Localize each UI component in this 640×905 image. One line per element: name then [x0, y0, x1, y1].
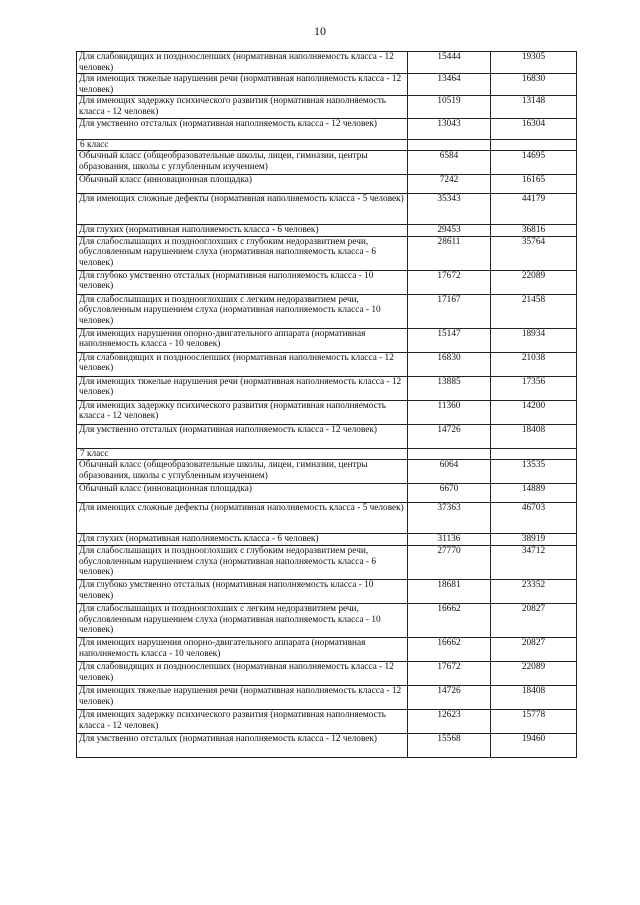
row-label: Для слабослышащих и позднооглохших с легким недоразвитием речи, обусловленным нарушением слуха (нормативная наполняемость класса - 10 человек): [77, 294, 408, 328]
value-cell-2: 18934: [491, 328, 577, 352]
value-cell-2: 22089: [491, 661, 577, 685]
value-cell-2: 20827: [491, 637, 577, 661]
section-row: [77, 139, 577, 151]
value-cell-1: 17672: [408, 661, 491, 685]
value-cell-2: 44179: [491, 194, 577, 225]
cost-table: [76, 51, 577, 758]
value-cell-1: 29453: [408, 225, 491, 237]
value-cell-2: [491, 139, 577, 151]
row-label: 6 класс: [77, 139, 408, 151]
value-cell-1: 28611: [408, 236, 491, 270]
table-row: [77, 175, 577, 194]
value-cell-1: 17167: [408, 294, 491, 328]
value-cell-2: 23352: [491, 579, 577, 603]
row-label: Для слабовидящих и поздноослепших (нормативная наполняемость класса - 12 человек): [77, 52, 408, 74]
table-row: [77, 194, 577, 225]
value-cell-2: 14200: [491, 400, 577, 424]
value-cell-2: 16304: [491, 118, 577, 139]
value-cell-2: 13535: [491, 460, 577, 484]
row-label: Для слабовидящих и поздноослепших (нормативная наполняемость класса - 12 человек): [77, 352, 408, 376]
row-label: Для умственно отсталых (нормативная наполняемость класса - 12 человек): [77, 733, 408, 757]
page-number: 10: [314, 24, 326, 38]
row-label: Для имеющих тяжелые нарушения речи (нормативная наполняемость класса - 12 человек): [77, 74, 408, 96]
table-row: [77, 352, 577, 376]
table-row: [77, 328, 577, 352]
value-cell-1: 15147: [408, 328, 491, 352]
row-label: Для слабослышащих и позднооглохших с глубоким недоразвитием речи, обусловленным нарушением слуха (нормативная наполняемость класса - 6 человек): [77, 236, 408, 270]
table-row: [77, 460, 577, 484]
row-label: Обычный класс (общеобразовательные школы, лицеи, гимназии, центры образования, школы с углубленным изучением): [77, 460, 408, 484]
value-cell-1: 16662: [408, 637, 491, 661]
value-cell-1: [408, 139, 491, 151]
table-row: [77, 376, 577, 400]
row-label: Для умственно отсталых (нормативная наполняемость класса - 12 человек): [77, 424, 408, 448]
table-row: [77, 685, 577, 709]
row-label: Для глубоко умственно отсталых (нормативная наполняемость класса - 10 человек): [77, 270, 408, 294]
row-label: Для имеющих нарушения опорно-двигательного аппарата (нормативная наполняемость класса - 10 человек): [77, 637, 408, 661]
value-cell-1: 13043: [408, 118, 491, 139]
row-label: Для глухих (нормативная наполняемость класса - 6 человек): [77, 534, 408, 546]
table-row: [77, 151, 577, 175]
value-cell-2: 34712: [491, 545, 577, 579]
value-cell-1: 17672: [408, 270, 491, 294]
table-row: [77, 118, 577, 139]
value-cell-1: 13464: [408, 74, 491, 96]
value-cell-1: 14726: [408, 685, 491, 709]
row-label: Для имеющих сложные дефекты (нормативная наполняемость класса - 5 человек): [77, 194, 408, 225]
table-row: [77, 733, 577, 757]
value-cell-1: 6670: [408, 484, 491, 503]
value-cell-2: 46703: [491, 503, 577, 534]
value-cell-1: [408, 448, 491, 460]
row-label: Для умственно отсталых (нормативная наполняемость класса - 12 человек): [77, 118, 408, 139]
value-cell-2: 18408: [491, 424, 577, 448]
value-cell-2: 21038: [491, 352, 577, 376]
value-cell-1: 15568: [408, 733, 491, 757]
value-cell-1: 10519: [408, 96, 491, 118]
value-cell-1: 13885: [408, 376, 491, 400]
table-row: [77, 709, 577, 733]
value-cell-1: 15444: [408, 52, 491, 74]
value-cell-2: 18408: [491, 685, 577, 709]
value-cell-2: 19305: [491, 52, 577, 74]
table-row: [77, 603, 577, 637]
value-cell-2: 21458: [491, 294, 577, 328]
value-cell-1: 16662: [408, 603, 491, 637]
value-cell-1: 31136: [408, 534, 491, 546]
row-label: Для имеющих нарушения опорно-двигательного аппарата (нормативная наполняемость класса - 10 человек): [77, 328, 408, 352]
table-row: [77, 294, 577, 328]
value-cell-2: 20827: [491, 603, 577, 637]
row-label: Обычный класс (инновационная площадка): [77, 484, 408, 503]
row-label: Для имеющих задержку психического развития (нормативная наполняемость класса - 12 человек): [77, 400, 408, 424]
value-cell-1: 6584: [408, 151, 491, 175]
value-cell-1: 12623: [408, 709, 491, 733]
table-row: [77, 661, 577, 685]
table-row: [77, 503, 577, 534]
table-row: [77, 637, 577, 661]
table-row: [77, 534, 577, 546]
section-row: [77, 448, 577, 460]
row-label: Для слабослышащих и позднооглохших с глубоким недоразвитием речи, обусловленным нарушением слуха (нормативная наполняемость класса - 6 человек): [77, 545, 408, 579]
value-cell-2: 19460: [491, 733, 577, 757]
value-cell-2: 14695: [491, 151, 577, 175]
table-row: [77, 52, 577, 74]
value-cell-2: 35764: [491, 236, 577, 270]
table-row: [77, 96, 577, 118]
row-label: Для слабослышащих и позднооглохших с легким недоразвитием речи, обусловленным нарушением слуха (нормативная наполняемость класса - 10 человек): [77, 603, 408, 637]
table-row: [77, 236, 577, 270]
table-row: [77, 545, 577, 579]
row-label: 7 класс: [77, 448, 408, 460]
value-cell-1: 16830: [408, 352, 491, 376]
row-label: Для глубоко умственно отсталых (нормативная наполняемость класса - 10 человек): [77, 579, 408, 603]
table-body: [77, 52, 577, 758]
value-cell-1: 35343: [408, 194, 491, 225]
row-label: Обычный класс (инновационная площадка): [77, 175, 408, 194]
table-row: [77, 579, 577, 603]
table-row: [77, 225, 577, 237]
value-cell-1: 37363: [408, 503, 491, 534]
table-row: [77, 424, 577, 448]
table-row: [77, 74, 577, 96]
table-row: [77, 400, 577, 424]
row-label: Для имеющих тяжелые нарушения речи (нормативная наполняемость класса - 12 человек): [77, 685, 408, 709]
value-cell-2: 16830: [491, 74, 577, 96]
value-cell-2: 17356: [491, 376, 577, 400]
table-row: [77, 270, 577, 294]
row-label: Для имеющих сложные дефекты (нормативная наполняемость класса - 5 человек): [77, 503, 408, 534]
row-label: Для имеющих задержку психического развития (нормативная наполняемость класса - 12 человек): [77, 96, 408, 118]
value-cell-2: 38919: [491, 534, 577, 546]
value-cell-1: 7242: [408, 175, 491, 194]
value-cell-2: 15778: [491, 709, 577, 733]
row-label: Для слабовидящих и поздноослепших (нормативная наполняемость класса - 12 человек): [77, 661, 408, 685]
value-cell-2: [491, 448, 577, 460]
value-cell-1: 27770: [408, 545, 491, 579]
value-cell-1: 14726: [408, 424, 491, 448]
row-label: Для имеющих тяжелые нарушения речи (нормативная наполняемость класса - 12 человек): [77, 376, 408, 400]
value-cell-1: 11360: [408, 400, 491, 424]
value-cell-2: 13148: [491, 96, 577, 118]
value-cell-2: 14889: [491, 484, 577, 503]
value-cell-1: 6064: [408, 460, 491, 484]
value-cell-2: 36816: [491, 225, 577, 237]
value-cell-2: 22089: [491, 270, 577, 294]
row-label: Для имеющих задержку психического развития (нормативная наполняемость класса - 12 человек): [77, 709, 408, 733]
row-label: Для глухих (нормативная наполняемость класса - 6 человек): [77, 225, 408, 237]
row-label: Обычный класс (общеобразовательные школы, лицеи, гимназии, центры образования, школы с углубленным изучением): [77, 151, 408, 175]
value-cell-1: 18681: [408, 579, 491, 603]
table-row: [77, 484, 577, 503]
value-cell-2: 16165: [491, 175, 577, 194]
